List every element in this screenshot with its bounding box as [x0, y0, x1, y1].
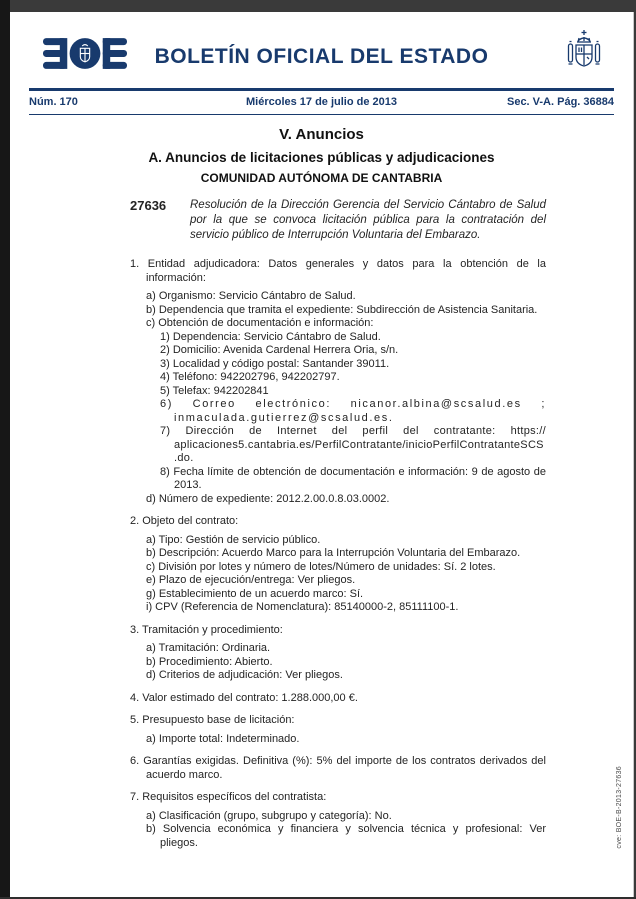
- section: [130, 258, 546, 506]
- section: [130, 791, 546, 850]
- section-item: g) Establecimiento de un acuerdo marco: Sí.: [146, 587, 364, 600]
- announcement-summary: Resolución de la Dirección Gerencia del Servicio Cántabro de Salud por la que se convoca licitación pública para la contratación del servicio público de Interrupción Voluntaria del Embarazo.: [190, 199, 546, 241]
- boe-masthead: [10, 12, 633, 115]
- section-title: 5. Presupuesto base de licitación:: [130, 714, 295, 726]
- section-item: b) Solvencia económica y financiera y solvencia técnica y profesional: Ver pliegos.: [146, 823, 546, 849]
- section: [130, 624, 546, 683]
- section-title: 2. Objeto del contrato:: [130, 515, 239, 527]
- section-item: b) Dependencia que tramita el expediente: Subdirección de Asistencia Sanitaria.: [146, 303, 538, 316]
- header-rule-thick: [29, 88, 614, 91]
- section-item: a) Tipo: Gestión de servicio público.: [146, 533, 321, 546]
- section-item: a) Importe total: Indeterminado.: [146, 732, 300, 745]
- section-title: 4. Valor estimado del contrato: 1.288.000,00 €.: [130, 691, 358, 704]
- section-item: 4) Teléfono: 942202796, 942202797.: [160, 371, 340, 383]
- section: [130, 755, 546, 782]
- section-item: 2) Domicilio: Avenida Cardenal Herrera Oria, s/n.: [160, 344, 399, 356]
- section-item: a) Organismo: Servicio Cántabro de Salud.: [146, 290, 356, 302]
- section-title: 7. Requisitos específicos del contratista:: [130, 791, 327, 803]
- section-page: Sec. V-A. Pág. 36884: [506, 96, 614, 108]
- coat-of-arms-icon: [567, 28, 601, 79]
- part-heading: V. Anuncios: [279, 126, 364, 143]
- section-item: 1) Dependencia: Servicio Cántabro de Salud.: [160, 330, 381, 343]
- section-item: a) Clasificación (grupo, subgrupo y categoría): No.: [146, 809, 392, 822]
- document-page: [10, 12, 634, 897]
- section-item: c) División por lotes y número de lotes/Número de unidades: Sí. 2 lotes.: [146, 560, 496, 573]
- viewer-left-border: [0, 0, 10, 899]
- section-item: a) Tramitación: Ordinaria.: [146, 642, 271, 654]
- section: [130, 515, 546, 615]
- section-item: d) Número de expediente: 2012.2.00.0.8.03.0002.: [146, 492, 390, 505]
- section-item: i) CPV (Referencia de Nomenclatura): 85140000-2, 85111100-1.: [146, 601, 459, 613]
- issue-date: Miércoles 17 de julio de 2013: [245, 96, 397, 108]
- section-item: b) Procedimiento: Abierto.: [146, 655, 273, 668]
- subpart-heading: A. Anuncios de licitaciones públicas y adjudicaciones: [148, 150, 495, 165]
- section-item: 3) Localidad y código postal: Santander 39011.: [160, 357, 390, 370]
- section-item: 8) Fecha límite de obtención de documentación e información: 9 de agosto de 2013.: [160, 465, 546, 491]
- section-item: 6) Correo electrónico: nicanor.albina@scsalud.es ; inmaculada.gutierrez@scsalud.es.: [160, 398, 546, 424]
- section: [130, 714, 546, 746]
- section-item: 7) Dirección de Internet del perfil del contratante: https://​aplicaciones5.cantabria.es/PerfilContratante/inicioPerfilContratanteSCS.do.: [160, 425, 546, 464]
- section-item: 5) Telefax: 942202841: [160, 384, 269, 397]
- gazette-title: BOLETÍN OFICIAL DEL ESTADO: [154, 45, 489, 68]
- section-title: 6. Garantías exigidas. Definitiva (%): 5% del importe de los contratos derivados del acuerdo marco.: [130, 755, 546, 781]
- issue-number: Núm. 170: [29, 96, 78, 108]
- section-title: 1. Entidad adjudicadora: Datos generales y datos para la obtención de la información:: [130, 258, 546, 284]
- section-title: 3. Tramitación y procedimiento:: [130, 623, 283, 636]
- announcement-content: [10, 198, 633, 850]
- sections: [130, 258, 546, 850]
- section-item: d) Criterios de adjudicación: Ver pliegos.: [146, 669, 343, 681]
- announcement-number: 27636: [130, 198, 167, 213]
- cve-code: cve: BOE-B-2013-27636: [616, 766, 623, 849]
- section-item: b) Descripción: Acuerdo Marco para la Interrupción Voluntaria del Embarazo.: [146, 547, 521, 559]
- section: [130, 692, 546, 706]
- document-body: [10, 115, 633, 850]
- header-meta-row: [29, 96, 614, 108]
- region-heading: COMUNIDAD AUTÓNOMA DE CANTABRIA: [200, 171, 443, 185]
- announcement-header: [130, 198, 546, 243]
- section-item: e) Plazo de ejecución/entrega: Ver pliegos.: [146, 574, 356, 586]
- section-item: c) Obtención de documentación e información:: [146, 317, 374, 329]
